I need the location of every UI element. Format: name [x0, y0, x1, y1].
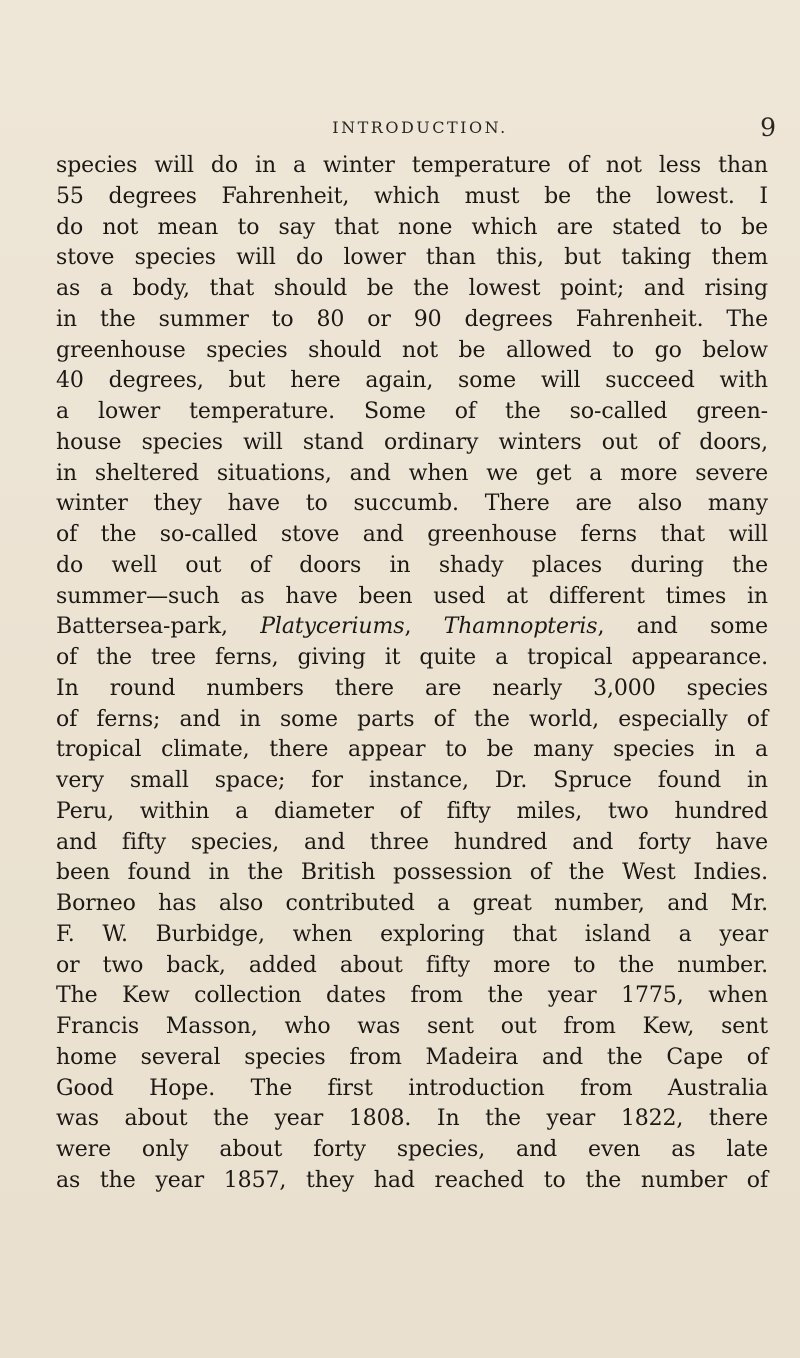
text-line: Francis Masson, who was sent out from Kew, sent: [56, 1014, 768, 1039]
text-line: as the year 1857, they had reached to the number of: [56, 1167, 768, 1193]
page-number: 9: [760, 113, 776, 142]
running-head: [60, 113, 780, 146]
text-line: species will do in a winter temperature of not less than: [56, 153, 768, 178]
text-line: F. W. Burbidge, when exploring that island a year: [56, 921, 768, 947]
line-text: , and some: [597, 614, 768, 640]
text-line: summer—such as have been used at different times in: [56, 583, 768, 609]
text-line: a lower temperature. Some of the so-called green-: [56, 399, 768, 424]
text-line: 40 degrees, but here again, some will succeed with: [56, 368, 768, 394]
text-line: Good Hope. The first introduction from Australia: [56, 1075, 768, 1101]
text-line: were only about forty species, and even as late: [56, 1137, 768, 1162]
text-line: of the tree ferns, giving it quite a tropical appearance.: [56, 645, 768, 670]
text-line: greenhouse species should not be allowed to go below: [56, 337, 768, 363]
running-title: INTRODUCTION.: [332, 118, 508, 137]
text-line: Borneo has also contributed a great number, and Mr.: [56, 891, 768, 916]
text-line: Peru, within a diameter of fifty miles, two hundred: [56, 798, 768, 824]
text-line: The Kew collection dates from the year 1775, when: [56, 983, 768, 1009]
text-line: of ferns; and in some parts of the world, especially of: [56, 706, 768, 732]
text-line: as a body, that should be the lowest point; and rising: [56, 276, 768, 301]
text-line: tropical climate, there appear to be many species in a: [56, 737, 768, 763]
text-line: in sheltered situations, and when we get a more severe: [56, 460, 768, 486]
text-line: house species will stand ordinary winters out of doors,: [56, 429, 768, 455]
italic-genus-name: Thamnopteris: [443, 614, 598, 640]
text-line: stove species will do lower than this, but taking them: [56, 245, 768, 271]
text-line: very small space; for instance, Dr. Spruce found in: [56, 768, 768, 793]
text-line: been found in the British possession of the West Indies.: [56, 860, 768, 886]
text-line: 55 degrees Fahrenheit, which must be the lowest. I: [56, 183, 768, 209]
text-line: home several species from Madeira and the Cape of: [56, 1044, 768, 1070]
italic-genus-name: Platyceriums: [260, 614, 405, 640]
text-line-with-italics: [56, 612, 768, 643]
body-text: [56, 151, 768, 1197]
text-line: winter they have to succumb. There are also many: [56, 491, 768, 517]
line-text: Battersea-park,: [56, 614, 261, 640]
text-line: was about the year 1808. In the year 1822, there: [56, 1106, 768, 1132]
text-line: in the summer to 80 or 90 degrees Fahrenheit. The: [56, 306, 768, 332]
text-line: of the so-called stove and greenhouse ferns that will: [56, 522, 768, 547]
text-line: or two back, added about fifty more to the number.: [56, 952, 768, 978]
text-line: do not mean to say that none which are stated to be: [56, 214, 768, 240]
text-line: In round numbers there are nearly 3,000 species: [56, 675, 768, 701]
text-line: and fifty species, and three hundred and forty have: [56, 829, 768, 855]
line-text: ,: [404, 614, 444, 640]
text-line: do well out of doors in shady places during the: [56, 552, 768, 578]
